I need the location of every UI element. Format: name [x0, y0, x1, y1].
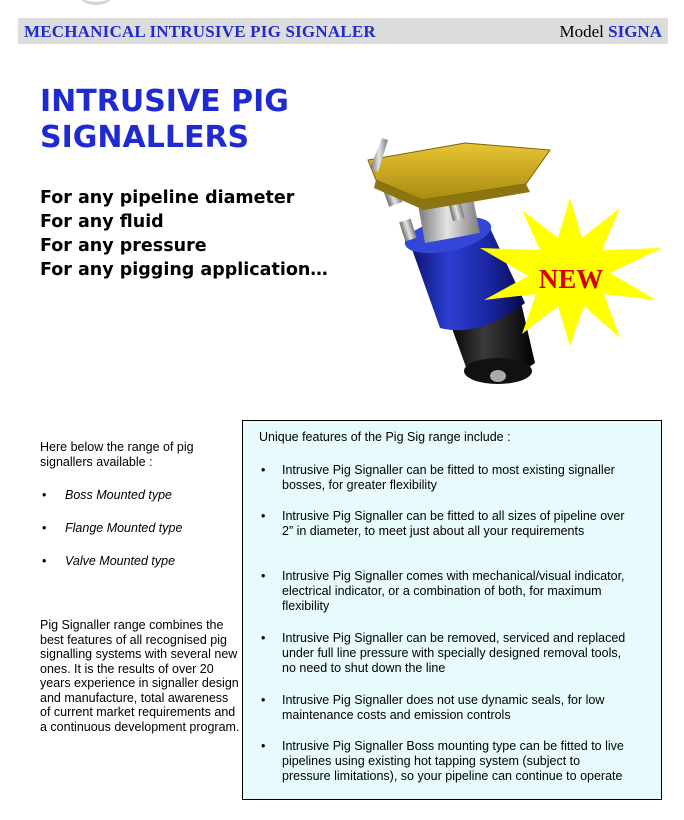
- feature-text: Intrusive Pig Signaller can be removed, serviced and replaced under full line pressure with specially designed removal tools, no need to shut down the line: [282, 631, 626, 675]
- tagline: For any pigging application…: [40, 260, 328, 280]
- feature-text: Intrusive Pig Signaller does not use dynamic seals, for low maintenance costs and emission controls: [282, 693, 605, 722]
- header-bar: [18, 18, 668, 44]
- decorative-arc: [78, 0, 114, 5]
- new-badge-label: NEW: [538, 264, 604, 294]
- feature-text: Intrusive Pig Signaller Boss mounting type can be fitted to live pipelines using existing hot tapping system (subject to pressure limitations), so your pipeline can continue to operate: [282, 739, 624, 783]
- model-prefix: Model: [559, 22, 604, 41]
- type-item: • Boss Mounted type: [40, 488, 240, 521]
- product-image: [330, 88, 670, 398]
- tagline: For any pipeline diameter: [40, 188, 295, 208]
- model-name: SIGNA: [608, 22, 662, 41]
- main-title: INTRUSIVE PIG SIGNALLERS: [40, 84, 289, 155]
- intro-text: Here below the range of pig signallers available :: [40, 440, 194, 469]
- features-box: Unique features of the Pig Sig range include : • Intrusive Pig Signaller can be fitted to most existing signaller bosses, for greater flexibility • Intrusive Pig Signaller can be fitted to all sizes of pipeline over 2” in diameter, to meet just about all your requirements • Intrusive Pig Signaller comes with mechanical/visual indicator, electrical indicator, or a combination of both, for maximum flexibility • Intrusive Pig Signaller can be removed, serviced and replaced under full line pressure with specially designed removal tools, no need to shut down the line • Intrusive Pig Signaller does not use dynamic seals, for low maintenance costs and emission controls • Intrusive Pig Signaller Boss mounting type can be fitted to live pipelines using existing hot tapping system (subject to pressure limitations), so your pipeline can continue to operate: [242, 420, 662, 800]
- feature-text: Intrusive Pig Signaller comes with mechanical/visual indicator, electrical indicator, or a combination of both, for maximum flexibility: [282, 569, 625, 613]
- tagline-list: [40, 186, 328, 282]
- type-list: [40, 488, 240, 587]
- feature-text: Intrusive Pig Signaller can be fitted to all sizes of pipeline over 2” in diameter, to meet just about all your requirements: [282, 509, 625, 538]
- type-item: • Valve Mounted type: [40, 554, 240, 587]
- header-title: MECHANICAL INTRUSIVE PIG SIGNALER: [24, 22, 376, 41]
- header-model: [560, 22, 663, 42]
- tagline: For any fluid: [40, 212, 164, 232]
- feature-text: Intrusive Pig Signaller can be fitted to most existing signaller bosses, for greater flexibility: [282, 463, 615, 492]
- tagline: For any pressure: [40, 236, 207, 256]
- type-item: • Flange Mounted type: [40, 521, 240, 554]
- description-paragraph: Pig Signaller range combines the best features of all recognised pig signalling systems with several new ones. It is the results of over 20 years experience in signaller design and manufacture, total awareness of current market requirements and a continuous development program.: [40, 618, 240, 734]
- features-heading: Unique features of the Pig Sig range include :: [259, 430, 511, 444]
